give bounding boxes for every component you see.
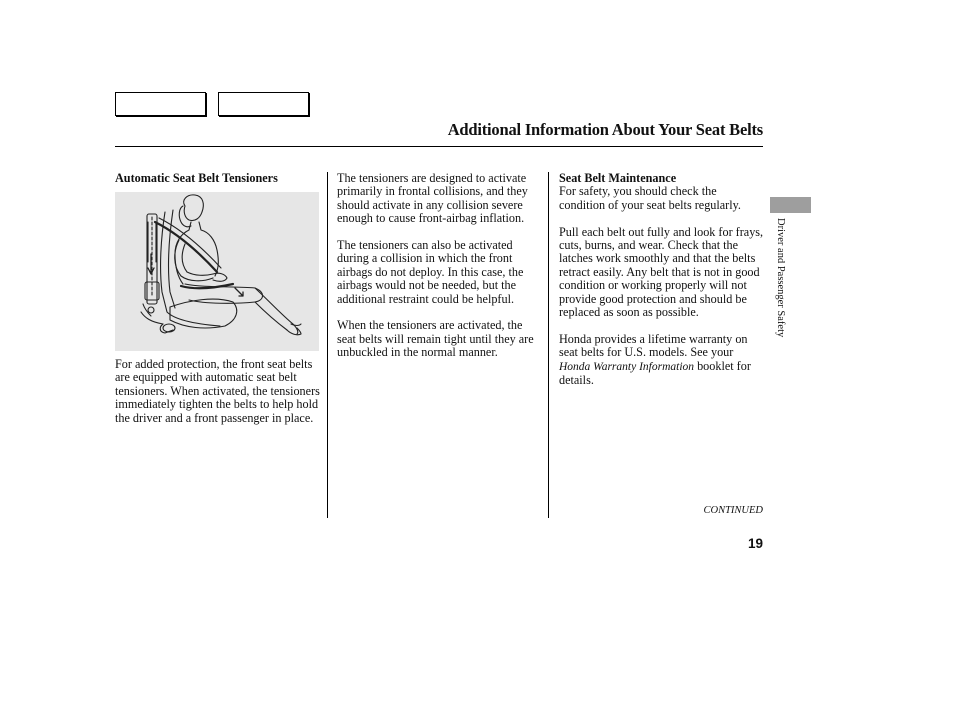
paragraph-inspect-belts: Pull each belt out fully and look for frays, cuts, burns, and wear. Check that the latches work smoothly and that the belts retract easily. Any belt that is not in good condition or working properly will not provide good protection and should be replaced as soon as possible. [559,224,764,320]
section-heading-tensioners: Automatic Seat Belt Tensioners [115,171,278,185]
paragraph-warranty [559,333,764,388]
page-number: 19 [747,536,763,551]
column-divider-1 [327,172,328,518]
nav-box-2[interactable] [218,92,309,116]
page-title: Additional Information About Your Seat Belts [447,120,763,139]
paragraph-tensioner-activation: The tensioners can also be activated during a collision in which the front airbags do not deploy. In this case, the airbags would not be needed, but the additional restraint could be helpful. [337,238,524,306]
paragraph-tensioner-design: The tensioners are designed to activate primarily in frontal collisions, and they should activate in any collision severe enough to cause front-airbag inflation. [337,171,528,226]
paragraph-tensioner-release: When the tensioners are activated, the seat belts will remain tight until they are unbuckled in the normal manner. [337,318,534,360]
warranty-text-end: booklet for details. [559,358,751,388]
section-heading-maintenance: Seat Belt Maintenance [559,171,677,185]
continued-label: CONTINUED [703,505,763,516]
warranty-text: Honda provides a lifetime warranty on seat belts for U.S. models. See your [559,331,748,360]
header-rule [115,146,763,147]
seated-passenger-drawing [115,192,319,351]
warranty-booklet-title: Honda Warranty Information [559,360,695,373]
column-2 [337,172,544,373]
column-divider-2 [548,172,549,518]
section-label: Driver and Passenger Safety [775,218,786,338]
nav-box-1[interactable] [115,92,206,116]
section-tab-marker[interactable] [770,197,811,213]
paragraph-check-condition: For safety, you should check the condition of your seat belts regularly. [559,184,741,212]
column-3 [559,172,764,401]
tensioner-intro-paragraph: For added protection, the front seat belts are equipped with automatic seat belt tensioners. When activated, the tensioners immediately tighten the belts to help hold the driver and a front passenger in place. [115,357,320,425]
column-1 [115,172,320,185]
seat-belt-tensioner-illustration [115,192,319,351]
